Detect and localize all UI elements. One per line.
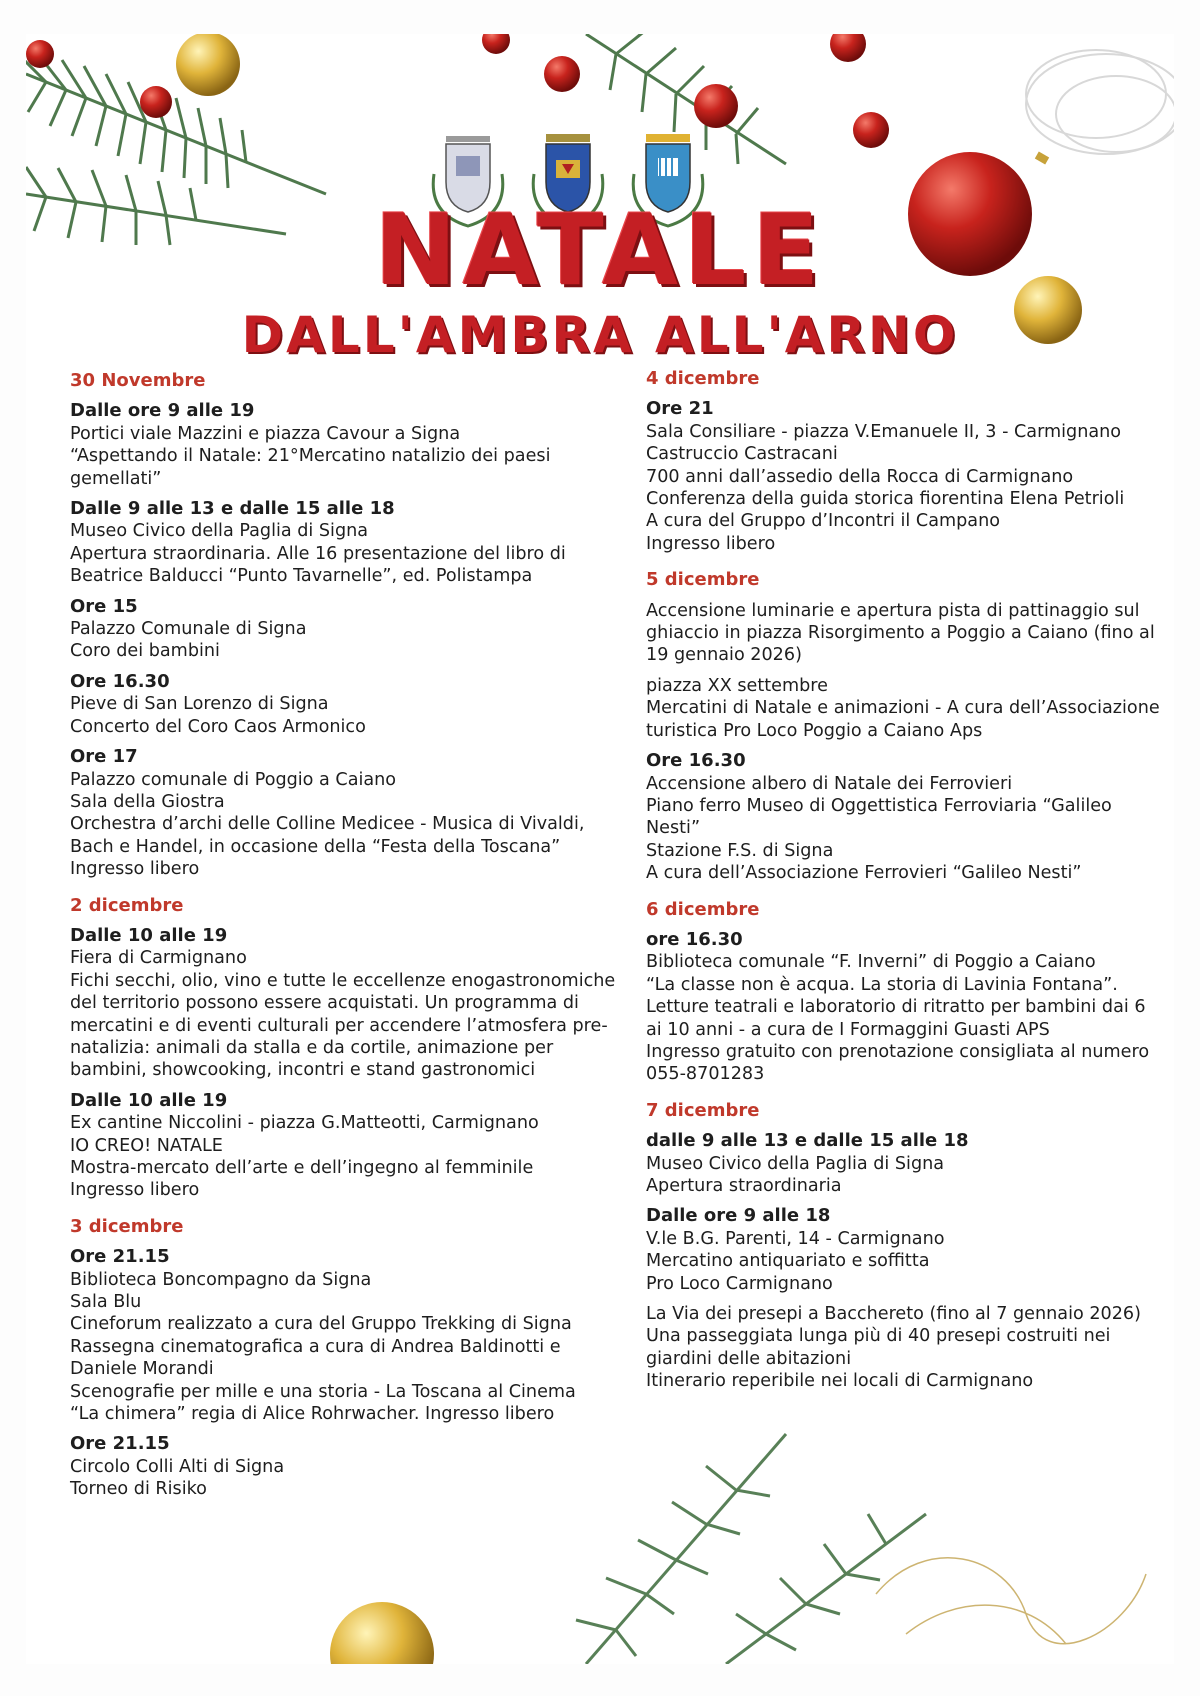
event-detail: Accensione luminarie e apertura pista di pattinaggio sul ghiaccio in piazza Risorgimento a Poggio a Caiano (fino al 19 gennaio 2026) xyxy=(646,600,1155,666)
event-detail: Ingresso gratuito con prenotazione consigliata al numero 055-8701283 xyxy=(646,1041,1150,1085)
event-time: Ore 16.30 xyxy=(70,670,170,692)
event-item xyxy=(70,671,630,738)
event-time: ore 16.30 xyxy=(646,928,743,950)
event-detail: Circolo Colli Alti di Signa xyxy=(70,1456,285,1477)
event-detail: Apertura straordinaria. Alle 16 presentazione del libro di Beatrice Balducci “Punto Tavarnelle”, ed. Polistampa xyxy=(70,543,566,587)
event-item xyxy=(70,596,630,663)
event-detail: Una passeggiata lunga più di 40 presepi costruiti nei giardini delle abitazioni xyxy=(646,1326,1111,1369)
event-item xyxy=(70,1433,630,1500)
event-detail: V.le B.G. Parenti, 14 - Carmignano xyxy=(646,1228,945,1249)
event-time: Ore 21 xyxy=(646,398,714,420)
event-detail: “La chimera” regia di Alice Rohrwacher. Ingresso libero xyxy=(70,1404,555,1425)
event-time: Dalle 10 alle 19 xyxy=(70,1089,228,1111)
event-detail: Ingresso libero xyxy=(70,1180,200,1201)
event-detail: Sala della Giostra xyxy=(70,791,225,812)
event-detail: Sala Consiliare - piazza V.Emanuele II, 3 - Carmignano xyxy=(646,421,1122,442)
left-column xyxy=(70,370,630,1509)
event-detail: Scenografie per mille e una storia - La Toscana al Cinema xyxy=(70,1381,576,1402)
event-item xyxy=(646,1130,1166,1197)
event-detail: Biblioteca comunale “F. Inverni” di Poggio a Caiano xyxy=(646,952,1096,973)
event-item xyxy=(70,400,630,490)
event-date: 7 dicembre xyxy=(646,1099,760,1121)
event-detail: Cineforum realizzato a cura del Gruppo Trekking di Signa xyxy=(70,1314,572,1335)
event-detail: Mostra-mercato dell’arte e dell’ingegno al femminile xyxy=(70,1158,534,1178)
event-date: 5 dicembre xyxy=(646,569,760,591)
event-date: 3 dicembre xyxy=(70,1215,184,1237)
event-detail: Conferenza della guida storica fiorentina Elena Petrioli xyxy=(646,489,1125,510)
event-detail: Piano ferro Museo di Oggettistica Ferroviaria “Galileo Nesti” xyxy=(646,795,1112,839)
event-detail: Museo Civico della Paglia di Signa xyxy=(646,1153,945,1174)
event-detail: Ingresso libero xyxy=(646,533,776,554)
event-time: Ore 15 xyxy=(70,595,138,617)
event-item xyxy=(646,675,1166,742)
event-time: Ore 21.15 xyxy=(70,1433,170,1455)
gold-bauble-icon xyxy=(330,1602,434,1664)
event-item xyxy=(646,398,1166,555)
event-item xyxy=(646,600,1166,667)
event-detail: “La classe non è acqua. La storia di Lavinia Fontana”. xyxy=(646,974,1118,995)
event-date: 30 Novembre xyxy=(70,370,206,391)
page-subtitle: DALL'AMBRA ALL'ARNO xyxy=(241,306,959,364)
event-time: Ore 21.15 xyxy=(70,1246,170,1268)
event-detail: Apertura straordinaria xyxy=(646,1176,842,1196)
gold-bauble-icon xyxy=(176,34,240,96)
page-title: NATALE xyxy=(374,194,826,308)
event-item xyxy=(646,750,1166,884)
event-time: Ore 17 xyxy=(70,746,138,768)
event-detail: Orchestra d’archi delle Colline Medicee - Musica di Vivaldi, Bach e Handel, in occasione della “Festa della Toscana” xyxy=(70,814,585,857)
event-detail: A cura del Gruppo d’Incontri il Campano xyxy=(646,511,1000,532)
event-detail: Biblioteca Boncompagno da Signa xyxy=(70,1269,372,1290)
event-detail: Pieve di San Lorenzo di Signa xyxy=(70,694,329,715)
event-detail: Mercatino antiquariato e soffitta xyxy=(646,1251,930,1272)
event-detail: Palazzo Comunale di Signa xyxy=(70,619,307,640)
event-detail: IO CREO! NATALE xyxy=(70,1135,223,1156)
event-detail: Ingresso libero xyxy=(70,859,200,880)
event-detail: Sala Blu xyxy=(70,1292,142,1313)
event-detail: piazza XX settembre xyxy=(646,675,828,696)
event-detail: Castruccio Castracani xyxy=(646,444,838,465)
event-detail: “Aspettando il Natale: 21°Mercatino natalizio dei paesi gemellati” xyxy=(70,446,551,489)
event-time: Dalle 10 alle 19 xyxy=(70,924,228,946)
event-detail: Torneo di Risiko xyxy=(70,1479,207,1500)
event-time: Dalle ore 9 alle 19 xyxy=(70,400,255,422)
event-time: Dalle 9 alle 13 e dalle 15 alle 18 xyxy=(70,498,395,520)
event-detail: Portici viale Mazzini e piazza Cavour a Signa xyxy=(70,423,461,444)
event-detail: 700 anni dall’assedio della Rocca di Carmignano xyxy=(646,466,1074,487)
event-detail: Mercatini di Natale e animazioni - A cura dell’Associazione turistica Pro Loco Poggio a Caiano Aps xyxy=(646,698,1160,741)
event-date: 2 dicembre xyxy=(70,894,184,916)
event-date: 4 dicembre xyxy=(646,368,760,389)
event-item xyxy=(646,1303,1166,1393)
tinsel-icon xyxy=(1026,50,1174,154)
event-detail: Coro dei bambini xyxy=(70,641,220,662)
event-detail: Letture teatrali e laboratorio di ritratto per bambini dai 6 ai 10 anni - a cura de I Formaggini Guasti APS xyxy=(646,997,1146,1040)
event-detail: Palazzo comunale di Poggio a Caiano xyxy=(70,769,397,790)
event-item xyxy=(646,929,1166,1086)
event-detail: Concerto del Coro Caos Armonico xyxy=(70,716,366,737)
event-time: dalle 9 alle 13 e dalle 15 alle 18 xyxy=(646,1130,969,1152)
event-detail: Fichi secchi, olio, vino e tutte le eccellenze enogastronomiche del territorio possono essere acquistati. Un programma di mercatini e di eventi culturali per accendere l’atmosfera pre-natalizia: animali da stalla e da cortile, animazione per bambini, showcooking, incontri e stand gastronomici xyxy=(70,970,616,1081)
event-time: Ore 16.30 xyxy=(646,750,746,772)
event-detail: Accensione albero di Natale dei Ferrovieri xyxy=(646,773,1013,794)
event-detail: Stazione F.S. di Signa xyxy=(646,840,834,861)
event-detail: Museo Civico della Paglia di Signa xyxy=(70,521,369,542)
event-item xyxy=(646,1205,1166,1295)
event-detail: Itinerario reperibile nei locali di Carmignano xyxy=(646,1371,1034,1392)
right-column xyxy=(646,368,1166,1401)
event-detail: Rassegna cinematografica a cura di Andrea Baldinotti e Daniele Morandi xyxy=(70,1336,561,1380)
red-berry-icon xyxy=(140,86,172,118)
event-detail: Fiera di Carmignano xyxy=(70,948,247,969)
event-item xyxy=(70,1246,630,1425)
event-item xyxy=(70,925,630,1082)
gold-wire-icon xyxy=(876,1558,1146,1644)
event-date: 6 dicembre xyxy=(646,898,760,920)
flyer-page xyxy=(26,34,1174,1664)
event-detail: A cura dell’Associazione Ferrovieri “Galileo Nesti” xyxy=(646,863,1082,884)
event-detail: Pro Loco Carmignano xyxy=(646,1273,833,1294)
event-item xyxy=(70,746,630,880)
event-item xyxy=(70,1090,630,1202)
event-time: Dalle ore 9 alle 18 xyxy=(646,1205,831,1227)
event-item xyxy=(70,498,630,588)
event-detail: Ex cantine Niccolini - piazza G.Matteotti, Carmignano xyxy=(70,1113,539,1134)
event-detail: La Via dei presepi a Bacchereto (fino al 7 gennaio 2026) xyxy=(646,1304,1141,1325)
